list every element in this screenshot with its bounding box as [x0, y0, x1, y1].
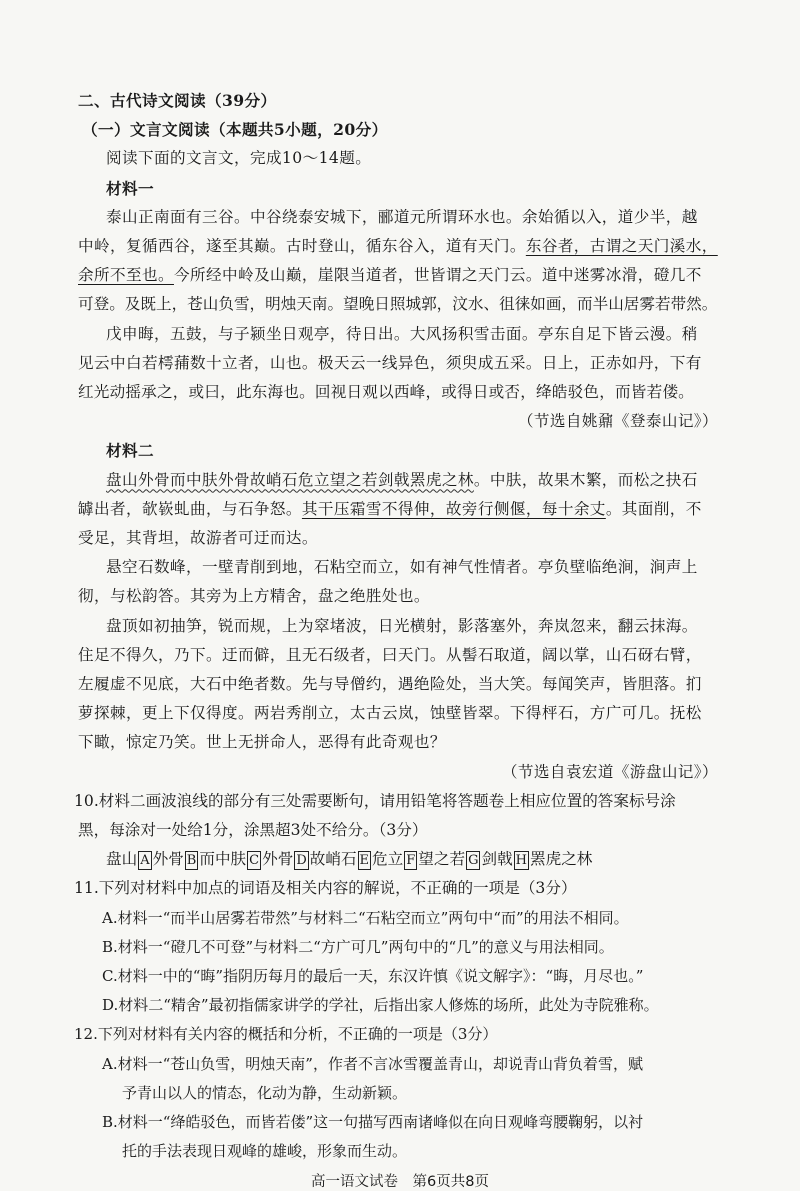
q10-stem-line2: 黑，每涂对一处给1分，涂黑超3处不给分。（3分）: [78, 821, 428, 839]
m1-line: 见云中白若樗蒱数十立者，山也。极天云一线异色，须臾成五采。日上，正赤如丹，下有: [78, 353, 702, 372]
q10-segment: 望之若: [418, 850, 466, 869]
q10-option-box[interactable]: A: [140, 853, 150, 869]
page-footer: 高一语文试卷 第6页共8页: [311, 1174, 489, 1191]
q10-segment: 故峭石: [309, 850, 357, 869]
material1-heading: 材料一: [106, 178, 154, 198]
q12-stem: 12.下列对材料有关内容的概括和分析，不正确的一项是（3分）: [74, 1025, 498, 1044]
material1-source: （节选自姚鼐《登泰山记》）: [517, 412, 718, 431]
m2-text: 罅出者，欹嵚虬曲，与石争怒。: [78, 499, 302, 518]
m2-line: [106, 466, 730, 495]
m2-wavy-text: 盘山外骨而中肤外骨故峭石危立望之若剑戟罴虎之林: [106, 470, 474, 489]
q10-segment: 而中肤: [199, 850, 247, 869]
m2-text: 。其面削，不: [605, 499, 702, 518]
m1-line: 红光动摇承之，或曰，此东海也。回视日观以西峰，或得日或否，绛皓驳色，而皆若偻。: [78, 383, 694, 401]
subsection-title: （一）文言文阅读（本题共5小题，20分）: [82, 120, 388, 140]
m1-text: 今所经中岭及山巅，崖限当道者，世皆谓之天门云。道中迷雾冰滑，磴几不: [173, 266, 702, 285]
q10-segment: 外骨: [262, 850, 294, 869]
q11-option-b[interactable]: B.材料一“磴几不可登”与材料二“方广可几”两句中的“几”的意义与用法相同。: [102, 937, 614, 956]
m2-line: 左履虚不见底，大石中绝者数。先与导僧约，遇绝险处，当大笑。每闻笑声，皆胆落。扪: [78, 675, 702, 693]
material2-heading: 材料二: [106, 441, 154, 461]
q10-option-box[interactable]: H: [515, 853, 528, 869]
q10-segment: 剑戟: [481, 850, 513, 869]
q10-option-box[interactable]: G: [468, 853, 479, 869]
q12-option-b-line1[interactable]: B.材料一“绛皓驳色，而皆若偻”这一句描写西南诸峰似在向日观峰弯腰鞠躬，以衬: [102, 1113, 644, 1131]
m1-underlined-text: 东谷者，古谓之天门溪水，: [525, 237, 718, 255]
q10-segment: 罴虎之林: [530, 850, 593, 869]
q10-segment: 危立: [372, 850, 404, 869]
q11-option-c[interactable]: C.材料一中的“晦”指阴历每月的最后一天，东汉许慎《说文解字》：“晦，月尽也。”: [102, 967, 644, 985]
q12-option-b-line2: 托的手法表现日观峰的雄峻，形象而生动。: [122, 1142, 408, 1161]
q10-option-box[interactable]: C: [249, 853, 260, 869]
q10-option-box[interactable]: F: [406, 853, 416, 869]
m1-line: 泰山正南面有三谷。中谷绕泰安城下，郦道元所谓环水也。余始循以入，道少半，越: [106, 207, 698, 226]
m2-text: 。中肤，故果木繁，而松之抉石: [473, 470, 698, 489]
q10-option-box[interactable]: D: [296, 853, 307, 869]
m2-line: 受足，其背坦，故游者可迂而达。: [78, 529, 318, 547]
m2-line: 住足不得久，乃下。迂而僻，且无石级者，曰天门。从髻石取道，阔以掌，山石砑右臂，: [78, 645, 702, 664]
m2-line: 悬空石数峰，一壁青削到地，石粘空而立，如有神气性情者。亭负壁临绝涧，涧声上: [106, 558, 698, 577]
m2-line: 盘顶如初抽笋，锐而规，上为窣堵波，日光横射，影落塞外，奔岚忽来，翻云抹海。: [106, 616, 698, 635]
q12-option-a-line2: 予青山以人的情态，化动为静，生动新颖。: [122, 1083, 408, 1102]
m2-line: 下瞰，惊定乃笑。世上无拼命人，恶得有此奇观也？: [78, 733, 446, 752]
m1-line: [78, 261, 730, 290]
instruction: 阅读下面的文言文，完成10～14题。: [106, 149, 372, 168]
m2-underlined-text: 其干压霜雪不得伸，故旁行侧偃，每十余丈: [301, 499, 606, 518]
q12-option-a-line1[interactable]: A.材料一“苍山负雪，明烛天南”，作者不言冰雪覆盖青山，却说青山背负着雪，赋: [102, 1054, 643, 1073]
q10-segment: 外骨: [152, 850, 184, 869]
q10-stem-line1: 10.材料二画波浪线的部分有三处需要断句，请用铅笔将答题卷上相应位置的答案标号涂: [74, 791, 676, 810]
m2-line: [78, 495, 730, 524]
section-title: 二、古代诗文阅读（39分）: [78, 91, 277, 110]
q10-segments: [106, 845, 730, 874]
m1-line: 戊申晦，五鼓，与子颍坐日观亭，待日出。大风扬积雪击面。亭东自足下皆云漫。稍: [106, 324, 698, 343]
m1-text: 中岭，复循西谷，遂至其巅。古时登山，循东谷入，道有天门。: [78, 237, 526, 255]
q11-option-a[interactable]: A.材料一“而半山居雾若带然”与材料二“石粘空而立”两句中“而”的用法不相同。: [102, 908, 629, 927]
q10-segment: 盘山: [106, 850, 138, 869]
m2-line: 萝探棘，更上下仅得度。两岩秀削立，太古云岚，蚀壁皆翠。下得枰石，方广可几。抚松: [78, 704, 702, 723]
m1-underlined-text: 余所不至也。: [78, 266, 174, 285]
q11-stem: 11.下列对材料中加点的词语及相关内容的解说，不正确的一项是（3分）: [74, 879, 577, 898]
q11-option-d[interactable]: D.材料二“精舍”最初指儒家讲学的学社，后指出家人修炼的场所，此处为寺院雅称。: [102, 996, 659, 1015]
m1-line: [78, 232, 730, 261]
m1-line: 可登。及既上，苍山负雪，明烛天南。望晚日照城郭，汶水、徂徕如画，而半山居雾若带然。: [78, 295, 718, 314]
q10-option-box[interactable]: B: [186, 853, 197, 869]
m2-line: 彻，与松韵答。其旁为上方精舍，盘之绝胜处也。: [78, 587, 430, 606]
q10-option-box[interactable]: E: [359, 853, 370, 869]
material2-source: （节选自袁宏道《游盘山记》）: [501, 762, 718, 781]
